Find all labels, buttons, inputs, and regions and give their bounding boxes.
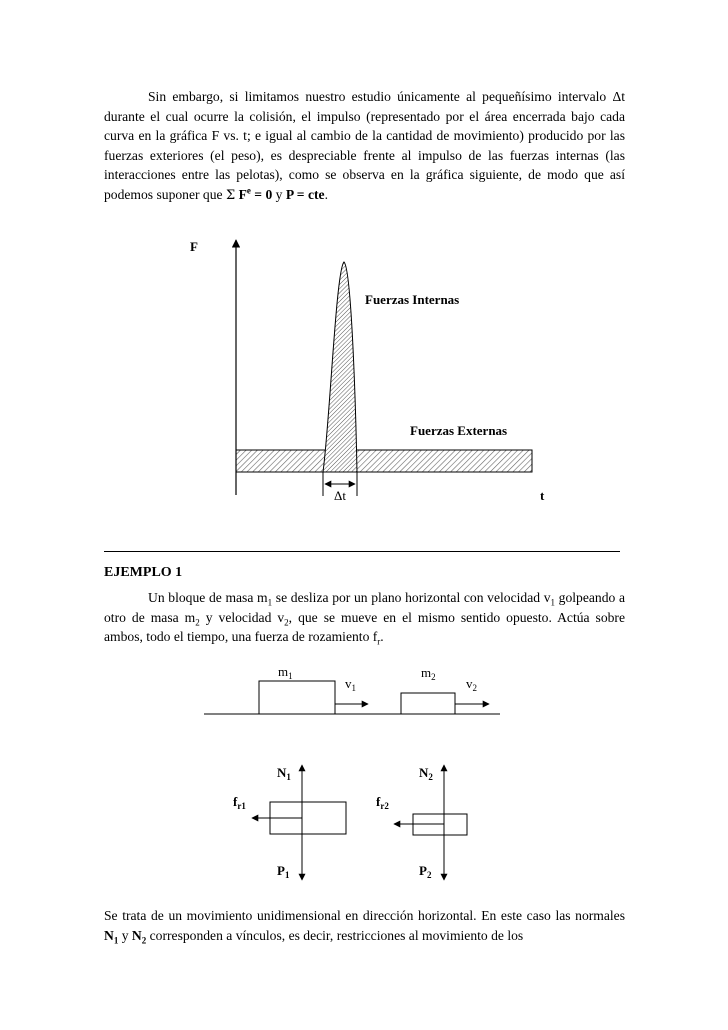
- block-m2: [401, 693, 455, 714]
- m1-subscript: 1: [267, 597, 273, 608]
- intro-text-body: Δt durante el cual ocurre la colisión, el impulso (representado por el área encerrada bajo cada curva en la gráfica F vs. t; e igual al cambio de la cantidad de movimiento) producido por las fuerzas exteriores (el peso), es despreciable frente al impulso de las fuerzas internas (las interacciones entre las pelotas), como se observa en la gráfica siguiente, de modo que así podemos suponer que: [104, 89, 625, 202]
- internal-forces-peak: [323, 262, 357, 472]
- fr1-label: $f_{r1}$: [233, 794, 246, 811]
- example-text-1: Un bloque de masa m: [148, 590, 268, 605]
- force-equation: = 0: [254, 186, 273, 202]
- block-m1: [259, 681, 335, 714]
- internal-forces-label: Fuerzas Internas: [365, 292, 460, 307]
- normal-n2: $N_2$: [131, 927, 147, 946]
- momentum-equation: P = cte: [285, 186, 325, 202]
- force-letter: F: [238, 186, 247, 202]
- example-heading: EJEMPLO 1: [104, 565, 183, 580]
- v2-subscript: 2: [284, 617, 289, 628]
- intro-text-start: Sin embargo, si limitamos nuestro estudio únicamente al pequeñísimo intervalo: [148, 89, 607, 104]
- section-divider: [104, 551, 620, 552]
- closing-conjunction: y: [118, 927, 132, 943]
- p2-label: $P_2$: [419, 863, 432, 880]
- delta-t-label: Δt: [334, 488, 346, 503]
- closing-text-2: corresponden a vínculos, es decir, restricciones al movimiento de los: [146, 927, 524, 943]
- v2-label: $v_2$: [466, 676, 477, 693]
- sentence-end: .: [324, 186, 328, 202]
- fr2-label: $f_{r2}$: [376, 794, 389, 811]
- n2-label: $N_2$: [419, 765, 433, 782]
- example-text-end: .: [380, 629, 384, 644]
- normal-n1: $N_1$: [104, 927, 119, 946]
- m2-label: $m_2$: [421, 665, 436, 682]
- v1-label: $v_1$: [345, 676, 356, 693]
- external-forces-label: Fuerzas Externas: [410, 423, 508, 438]
- sigma-symbol: Σ: [225, 187, 236, 203]
- y-axis-label: F: [190, 239, 198, 254]
- p1-label: $P_1$: [277, 863, 290, 880]
- example-text-2: se desliza por un plano horizontal con velocidad v: [272, 590, 551, 605]
- example-text-3: golpeando a otro de masa m: [104, 590, 625, 625]
- example-text-4: y velocidad v: [199, 609, 285, 625]
- v1-subscript: 1: [550, 597, 555, 608]
- closing-paragraph: [104, 906, 625, 945]
- closing-text-1: Se trata de un movimiento unidimensional en dirección horizontal. En este caso las normales: [104, 908, 625, 923]
- external-forces-bar: [236, 450, 532, 472]
- m1-label: $m_1$: [278, 664, 293, 681]
- example-text-5: , que se mueve en el mismo sentido opuesto. Actúa sobre ambos, todo el tiempo, una fuerza de rozamiento f: [104, 609, 625, 644]
- force-superscript: e: [246, 184, 251, 195]
- x-axis-label: t: [540, 488, 545, 503]
- friction-subscript: r: [377, 636, 381, 647]
- example-paragraph: [104, 588, 625, 647]
- n1-label: $N_1$: [277, 765, 291, 782]
- m2-subscript: 2: [195, 617, 200, 628]
- conjunction-y: y: [275, 186, 283, 202]
